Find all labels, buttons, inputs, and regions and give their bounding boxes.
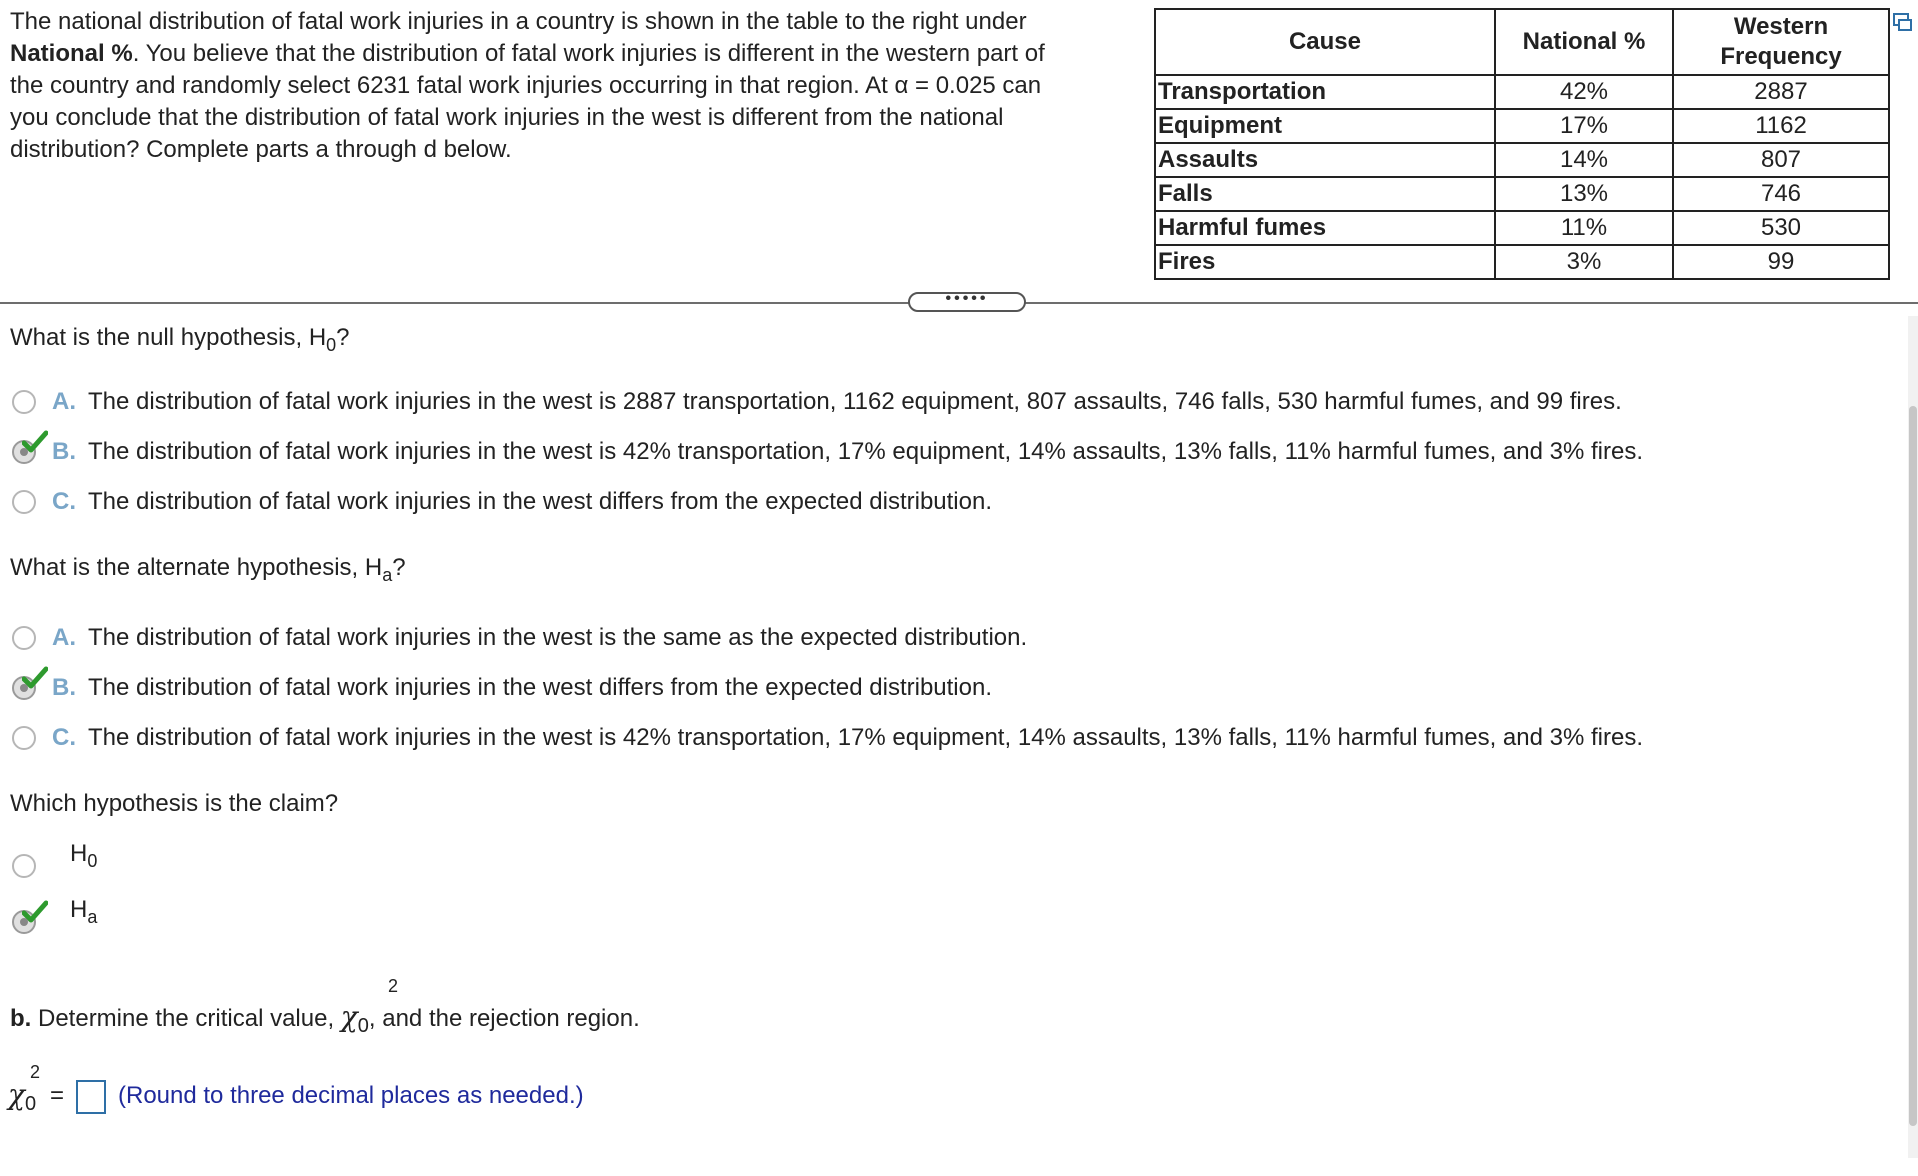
header-western — [1673, 9, 1889, 75]
answer-chi-symbol: χ — [8, 1078, 25, 1111]
national-percent-term: National % — [10, 40, 133, 67]
option-letter: C. — [52, 724, 76, 751]
cell-cause: Falls — [1155, 177, 1495, 211]
alternate-hypothesis-question — [10, 552, 406, 591]
cell-western: 99 — [1673, 245, 1889, 279]
alt-prompt-text: What is the alternate hypothesis, H — [10, 554, 383, 581]
table-row — [1155, 143, 1889, 177]
cell-national: 13% — [1495, 177, 1673, 211]
option-letter: B. — [52, 438, 76, 465]
option-text: The distribution of fatal work injuries in the west is 2887 transportation, 1162 equipment, 807 assaults, 746 falls, 530 harmful fumes, and 99 fires. — [88, 388, 1622, 415]
problem-line-2-text: . You believe that the distribution of fatal work injuries is different in the western part of — [132, 40, 1045, 67]
cell-national: 11% — [1495, 211, 1673, 245]
null-prompt-suffix: ? — [336, 324, 350, 351]
cell-cause: Transportation — [1155, 75, 1495, 109]
radio-button[interactable] — [12, 390, 36, 414]
copy-icon[interactable] — [1893, 12, 1913, 32]
header-western-line2: Frequency — [1720, 43, 1842, 70]
claim-h0-main: H — [70, 840, 88, 867]
option-letter: B. — [52, 674, 76, 701]
table-row — [1155, 109, 1889, 143]
alt-option-b[interactable] — [12, 670, 992, 706]
null-prompt-text: What is the null hypothesis, H — [10, 324, 327, 351]
header-cause: Cause — [1155, 9, 1495, 75]
option-letter: A. — [52, 388, 76, 415]
table-row — [1155, 211, 1889, 245]
scrollbar-thumb[interactable] — [1909, 406, 1917, 1126]
problem-line-3: the country and randomly select 6231 fatal work injuries occurring in that region. At α = 0.025 can — [10, 72, 1042, 99]
table-row — [1155, 75, 1889, 109]
null-option-c[interactable] — [12, 484, 992, 520]
claim-option-h0[interactable] — [12, 848, 36, 884]
problem-line-5: distribution? Complete parts a through d below. — [10, 136, 512, 163]
radio-button[interactable] — [12, 854, 36, 878]
expand-button[interactable]: ••••• — [908, 292, 1026, 312]
cell-western: 807 — [1673, 143, 1889, 177]
option-text: The distribution of fatal work injuries in the west differs from the expected distribution. — [88, 674, 992, 701]
radio-button[interactable] — [12, 726, 36, 750]
table-row — [1155, 177, 1889, 211]
chi-square-symbol: χ — [340, 1000, 358, 1033]
problem-line-2 — [10, 38, 1140, 70]
table-header-row — [1155, 9, 1889, 75]
option-letter: C. — [52, 488, 76, 515]
cell-national: 14% — [1495, 143, 1673, 177]
cell-cause: Harmful fumes — [1155, 211, 1495, 245]
cell-cause: Fires — [1155, 245, 1495, 279]
cell-western: 2887 — [1673, 75, 1889, 109]
radio-button-selected[interactable] — [12, 910, 36, 934]
claim-question: Which hypothesis is the claim? — [10, 790, 339, 817]
checkmark-icon — [22, 430, 48, 454]
radio-button-selected[interactable] — [12, 440, 36, 464]
chi-square-subscript: 0 — [357, 1014, 369, 1037]
null-option-b[interactable] — [12, 434, 1643, 470]
cell-cause: Equipment — [1155, 109, 1495, 143]
option-text: The distribution of fatal work injuries in the west differs from the expected distribution. — [88, 488, 992, 515]
radio-button-selected[interactable] — [12, 676, 36, 700]
answer-equals: = — [50, 1082, 65, 1109]
claim-ha-main: H — [70, 896, 88, 923]
alt-option-a[interactable] — [12, 620, 1027, 656]
cell-national: 3% — [1495, 245, 1673, 279]
cell-cause: Assaults — [1155, 143, 1495, 177]
injury-data-table — [1154, 8, 1890, 280]
part-b-prompt — [10, 1000, 640, 1038]
alt-option-c[interactable] — [12, 720, 1643, 756]
null-prompt-sub: 0 — [326, 335, 337, 355]
problem-statement — [10, 6, 1140, 166]
answer-chi-subscript: 0 — [24, 1092, 37, 1115]
alt-prompt-suffix: ? — [392, 554, 406, 581]
option-text: The distribution of fatal work injuries in the west is 42% transportation, 17% equipment, 14% assaults, 13% falls, 11% harmful fumes, and 3% fires. — [88, 438, 1643, 465]
problem-line-1: The national distribution of fatal work injuries in a country is shown in the table to the right under — [10, 8, 1027, 35]
answer-chi-label — [8, 1078, 36, 1116]
option-text: The distribution of fatal work injuries in the west is 42% transportation, 17% equipment, 14% assaults, 13% falls, 11% harmful fumes, and 3% fires. — [88, 724, 1643, 751]
claim-ha-sub: a — [87, 907, 98, 927]
null-hypothesis-question — [10, 322, 350, 361]
claim-label-h0 — [70, 840, 97, 872]
table-row — [1155, 245, 1889, 279]
header-western-line1: Western — [1733, 13, 1829, 40]
option-text: The distribution of fatal work injuries in the west is the same as the expected distribution. — [88, 624, 1028, 651]
checkmark-icon — [22, 666, 48, 690]
part-b-label: b. — [10, 1005, 32, 1032]
claim-label-ha — [70, 896, 97, 928]
cell-western: 746 — [1673, 177, 1889, 211]
cell-western: 1162 — [1673, 109, 1889, 143]
part-b-text-before: Determine the critical value, — [31, 1005, 341, 1032]
critical-value-input[interactable] — [76, 1080, 106, 1114]
claim-h0-sub: 0 — [87, 851, 98, 871]
alt-prompt-sub: a — [382, 565, 393, 585]
answer-chi-superscript: 2 — [30, 1062, 41, 1082]
rounding-hint: (Round to three decimal places as needed.) — [118, 1082, 584, 1109]
option-letter: A. — [52, 624, 76, 651]
cell-western: 530 — [1673, 211, 1889, 245]
checkmark-icon — [22, 900, 48, 924]
problem-line-4: you conclude that the distribution of fatal work injuries in the west is different from the national — [10, 104, 1004, 131]
header-national: National % — [1495, 9, 1673, 75]
claim-option-ha[interactable] — [12, 904, 36, 940]
cell-national: 42% — [1495, 75, 1673, 109]
radio-button[interactable] — [12, 626, 36, 650]
radio-button[interactable] — [12, 490, 36, 514]
part-b-text-after: , and the rejection region. — [368, 1005, 640, 1032]
chi-square-superscript: 2 — [388, 976, 399, 996]
null-option-a[interactable] — [12, 384, 1622, 420]
cell-national: 17% — [1495, 109, 1673, 143]
